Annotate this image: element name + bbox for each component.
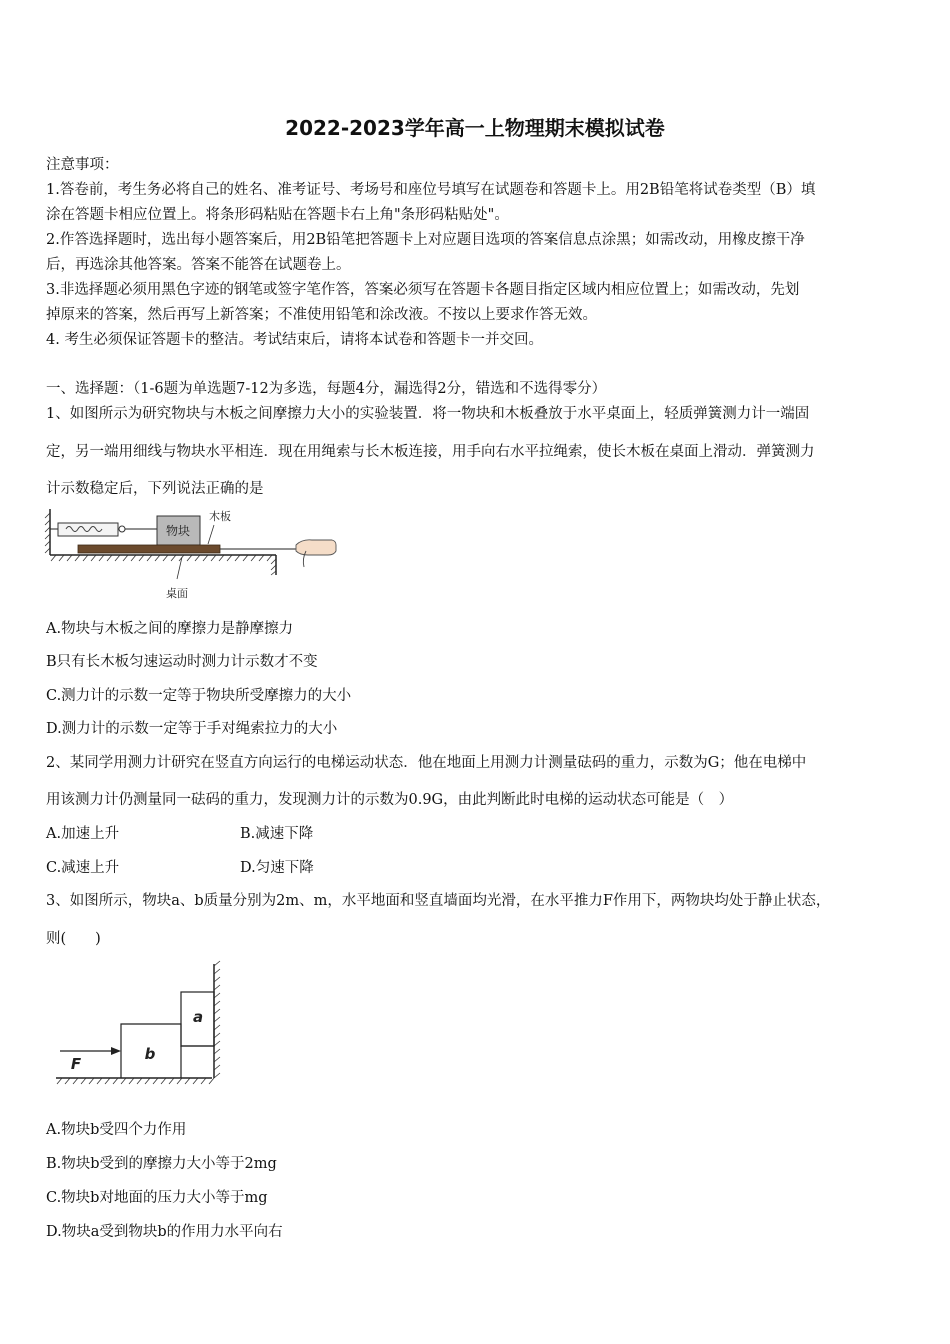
force-label: F <box>70 1055 82 1073</box>
q3-option-a: A.物块b受四个力作用 <box>46 1122 187 1138</box>
q1-text: 计示数稳定后，下列说法正确的是 <box>46 481 264 497</box>
q3-option-b: B.物块b受到的摩擦力大小等于2mg <box>46 1156 277 1172</box>
q3-text: 则( ) <box>46 931 101 947</box>
q2-option-b: B.减速下降 <box>240 826 314 842</box>
notice-line: 涂在答题卡相应位置上。将条形码粘贴在答题卡右上角"条形码粘贴处"。 <box>46 207 509 223</box>
q3-option-d: D.物块a受到物块b的作用力水平向右 <box>46 1224 283 1240</box>
q2-text: 用该测力计仍测量同一砝码的重力，发现测力计的示数为0.9G，由此判断此时电梯的运动状态可能是（ ） <box>46 792 734 808</box>
notice-line: 1.答卷前，考生务必将自己的姓名、准考证号、考场号和座位号填写在试题卷和答题卡上。用2B铅笔将试卷类型（B）填 <box>46 182 816 198</box>
block-label: 物块 <box>165 524 191 538</box>
notice-line: 4. 考生必须保证答题卡的整洁。考试结束后，请将本试卷和答题卡一并交回。 <box>46 332 543 348</box>
notice-heading: 注意事项： <box>46 157 119 173</box>
q1-option-b: B只有长木板匀速运动时测力计示数才不变 <box>46 654 318 670</box>
block-b <box>121 1024 214 1078</box>
q2-text: 2、某同学用测力计研究在竖直方向运行的电梯运动状态．他在地面上用测力计测量砝码的重力，示数为G；他在电梯中 <box>46 755 807 771</box>
q2-option-c: C.减速上升 <box>46 860 120 876</box>
q3-figure <box>50 960 240 1090</box>
block-a-label: a <box>192 1008 204 1026</box>
q1-option-d: D.测力计的示数一定等于手对绳索拉力的大小 <box>46 721 338 737</box>
notice-line: 2.作答选择题时，选出每小题答案后，用2B铅笔把答题卡上对应题目选项的答案信息点涂黑；如需改动，用橡皮擦干净 <box>46 232 805 248</box>
section-heading: 一、选择题：（1-6题为单选题7-12为多选，每题4分，漏选得2分，错选和不选得零分） <box>46 381 607 397</box>
board <box>78 545 220 553</box>
force-arrow-icon <box>111 1047 121 1055</box>
notice-line: 掉原来的答案，然后再写上新答案；不准使用铅笔和涂改液。不按以上要求作答无效。 <box>46 307 597 323</box>
hand-icon <box>296 540 336 567</box>
notice-line: 3.非选择题必须用黑色字迹的钢笔或签字笔作答，答案必须写在答题卡各题目指定区域内相应位置上；如需改动，先划 <box>46 282 800 298</box>
q3-option-c: C.物块b对地面的压力大小等于mg <box>46 1190 268 1206</box>
table-label: 桌面 <box>166 587 188 600</box>
block-b-label: b <box>144 1045 156 1063</box>
q2-option-a: A.加速上升 <box>46 826 120 842</box>
q1-option-a: A.物块与木板之间的摩擦力是静摩擦力 <box>46 621 294 637</box>
q1-text: 定，另一端用细线与物块水平相连．现在用绳索与长木板连接，用手向右水平拉绳索，使长木板在桌面上滑动．弹簧测力 <box>46 444 815 460</box>
board-label: 木板 <box>209 510 231 523</box>
q1-option-c: C.测力计的示数一定等于物块所受摩擦力的大小 <box>46 688 352 704</box>
spring-scale <box>58 523 118 536</box>
q1-text: 1、如图所示为研究物块与木板之间摩擦力大小的实验装置．将一物块和木板叠放于水平桌面上，轻质弹簧测力计一端固 <box>46 406 810 422</box>
notice-line: 后，再选涂其他答案。答案不能答在试题卷上。 <box>46 257 351 273</box>
q1-figure <box>44 505 344 601</box>
q3-text: 3、如图所示，物块a、b质量分别为2m、m，水平地面和竖直墙面均光滑，在水平推力F作用下，两物块均处于静止状态， <box>46 893 831 909</box>
page-title: 2022-2023学年高一上物理期末模拟试卷 <box>285 116 665 140</box>
q2-option-d: D.匀速下降 <box>240 860 314 876</box>
